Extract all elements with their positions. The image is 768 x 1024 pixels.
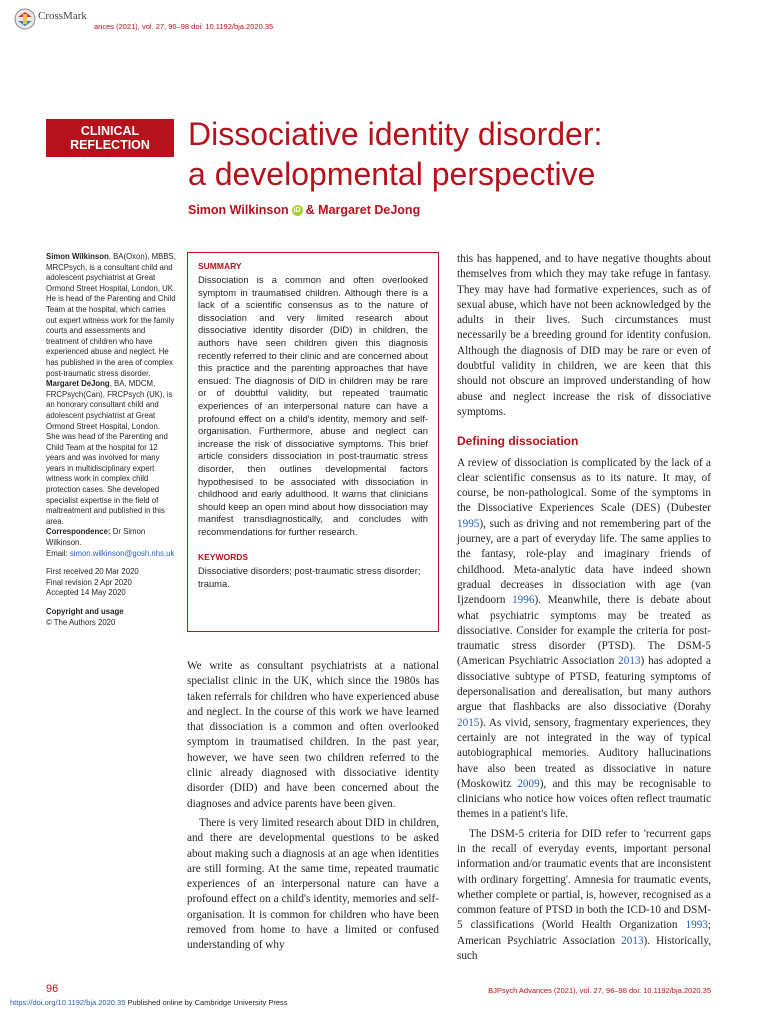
author-sidebar bbox=[46, 252, 176, 628]
footer-journal-citation: BJPsych Advances (2021), vol. 27, 96–98 doi: 10.1192/bja.2020.35 bbox=[488, 986, 711, 995]
citation-link[interactable]: 2009 bbox=[517, 777, 540, 790]
keywords-heading: KEYWORDS bbox=[198, 552, 249, 563]
bio-2-name: Margaret DeJong bbox=[46, 379, 110, 389]
section-label-badge bbox=[46, 119, 174, 157]
bio-2-text: , BA, MDCM, FRCPsych(Can), FRCPsych (UK), is an honorary consultant child and adolescent psychiatrist at Great Ormond Street Hospital, London. She was head of the Parenting and Child Team at the hospital for 12 years and was involved for many years in multidisciplinary expert witness work in complex child protection cases. She developed specialist expertise in the field of maltreatment and published in this area. bbox=[46, 379, 173, 526]
section-label-line-2: REFLECTION bbox=[70, 138, 150, 152]
title-line-1: Dissociative identity disorder: bbox=[188, 116, 603, 152]
email-link[interactable]: simon.wilkinson@gosh.nhs.uk bbox=[69, 548, 175, 558]
citation-link[interactable]: 1996 bbox=[512, 594, 535, 607]
author-list bbox=[188, 203, 420, 217]
author-1: Simon Wilkinson bbox=[188, 203, 289, 217]
citation-link[interactable]: 1993 bbox=[685, 919, 708, 932]
citation-link[interactable]: 2013 bbox=[621, 934, 644, 947]
email-label: Email: bbox=[46, 548, 68, 558]
bio-1-name: Simon Wilkinson bbox=[46, 252, 109, 261]
published-note: Published online by Cambridge University Press bbox=[125, 998, 288, 1007]
doi-link[interactable]: https://doi.org/10.1192/bja.2020.35 bbox=[10, 998, 126, 1007]
footer-doi-line bbox=[10, 998, 288, 1007]
bio-1-text: , BA(Oxon), MBBS, MRCPsych, is a consultant child and adolescent psychiatrist at Great Ormond Street Hospital, London, UK. He is head of the Parenting and Child Team at the hospital, which carries out expert witness work for the family courts and assessments and treatment of children who have experienced abuse and neglect. He has published in the area of complex post-traumatic stress disorder. bbox=[46, 252, 176, 378]
body-paragraph: The DSM-5 criteria for DID refer to 'recurrent gaps in the recall of everyday events, important personal information and/or traumatic events that are inconsistent with ordinary forgetting'. Amnesia for traumatic events, whether complete or partial, is, however, recognised as a common feature of PTSD in both the ICD-10 and DSM-5 classifications (World Health Organization 1993; American Psychiatric Association 2013). Historically, such bbox=[457, 827, 711, 963]
crossmark-label: CrossMark bbox=[38, 10, 87, 22]
summary-text: Dissociation is a common and often overlooked symptom in traumatised children. Although there is a lack of a scientific consensus as to the nature of dissociation and very limited research about dissociative identity disorder (DID) in children, the authors have seen children given this diagnosis recently referred to their clinic and are concerned about this practice and the parenting approaches that have ensued. The diagnosis of DID in children may be rare or of doubtful validity, but repeated traumatic experiences of an interpersonal nature can have a profound effect on a child's identity, memory and self-organisation. Furthermore, abuse and neglect can increase the risk of dissociative symptoms. This brief article considers dissociation in post-traumatic stress disorder, then outlines developmental factors hypothesised to be associated with dissociation in childhood and early adulthood. It warns that clinicians should keep an open mind about how dissociation may manifest transdiagnostically, and concludes with recommendations for further research. bbox=[198, 274, 428, 537]
header-citation: ances (2021), vol. 27, 96–98 doi: 10.1192/bja.2020.35 bbox=[94, 22, 274, 31]
summary-heading: SUMMARY bbox=[198, 261, 242, 271]
correspondence-label: Correspondence: bbox=[46, 527, 111, 537]
citation-link[interactable]: 2013 bbox=[618, 655, 641, 668]
body-paragraph: A review of dissociation is complicated by the lack of a clear scientific consensus as to its nature. It may, of course, be non-pathological. Some of the symptoms in the Dissociative Experiences Scale (DES) (Dubester 1995), such as driving and not remembering part of the journey, are a part of everyday life. The same applies to the fantasy, role-play and imaginary friends of childhood. Meta-analytic data have indeed shown gradual decreases in dissociation with age (van Ijzendoorn 1996). Meanwhile, there is debate about what psychiatric symptoms may be treated as dissociative. Consider for example the criteria for post-traumatic stress disorder (PTSD). The DSM-5 (American Psychiatric Association 2013) has adopted a dissociative subtype of PTSD, featuring symptoms of depersonalisation and derealisation, but many authors argue that flashbacks are also dissociative (Dorahy 2015). As vivid, sensory, fragmentary experiences, they certainly are not integrated in the way of typical autobiographical memories. Auditory hallucinations have also been treated as dissociative in nature (Moskowitz 2009), and this may be recognisable to clinicians who notice how voices often reflect traumatic themes in a patient's life. bbox=[457, 456, 712, 821]
correspondence-text: Dr Simon Wilkinson. bbox=[46, 527, 146, 548]
summary-box bbox=[187, 252, 439, 632]
revision-date: Final revision 2 Apr 2020 bbox=[46, 577, 132, 587]
accepted-date: Accepted 14 May 2020 bbox=[46, 588, 126, 598]
page-number: 96 bbox=[46, 983, 59, 995]
correspondence bbox=[46, 527, 176, 548]
citation-link[interactable]: 2015 bbox=[457, 716, 480, 729]
crossmark-logo-icon[interactable] bbox=[14, 8, 36, 30]
body-column-right bbox=[457, 252, 711, 964]
copyright-label: Copyright and usage bbox=[46, 607, 124, 616]
received-date: First received 20 Mar 2020 bbox=[46, 567, 139, 577]
copyright-text: © The Authors 2020 bbox=[46, 617, 116, 627]
body-column-middle bbox=[187, 659, 439, 954]
article-title bbox=[188, 114, 748, 194]
section-label-line-1: CLINICAL bbox=[80, 124, 140, 138]
author-bios bbox=[46, 252, 176, 527]
citation-link[interactable]: 1995 bbox=[457, 517, 480, 530]
body-paragraph: this has happened, and to have negative thoughts about themselves from which they may take refuge in fantasy. They may have had formative experiences, such as of sexual abuse, which have not been acknowledged by the adults in their lives. Such circumstances must necessarily be a breeding ground for identity confusion. Although the diagnosis of DID may be rare or even of doubtful validity in children, we are keen that this should not obscure an improved understanding of how abuse and neglect increase the risk of dissociative symptoms. bbox=[457, 253, 711, 418]
email-line bbox=[46, 549, 176, 560]
keywords-text: Dissociative disorders; post-traumatic stress disorder; trauma. bbox=[198, 565, 421, 590]
section-heading-defining-dissociation: Defining dissociation bbox=[457, 434, 579, 449]
orcid-icon[interactable]: iD bbox=[293, 207, 301, 215]
author-2: & Margaret DeJong bbox=[305, 203, 421, 217]
body-paragraph: We write as consultant psychiatrists at a national specialist clinic in the UK, which since the 1980s has taken referrals for children who have experienced abuse and neglect. In the course of this work we have learned that dissociation is a common and often overlooked symptom in traumatised children. In the past year, however, we have seen two children referred to the clinic already diagnosed with dissociative identity disorder (DID) and have been concerned about the diagnoses and advice parents have been given. bbox=[187, 660, 439, 810]
body-paragraph: There is very limited research about DID in children, and there are developmental questions to be asked about making such a diagnosis at an age when identities are still forming. At the same time, repeated traumatic experiences of an interpersonal nature can have a profound effect on a child's identity, memories and self-organisation. It is common for children who have been removed from home to have a limited or confused understanding of why bbox=[187, 816, 439, 952]
title-line-2: a developmental perspective bbox=[188, 156, 596, 192]
